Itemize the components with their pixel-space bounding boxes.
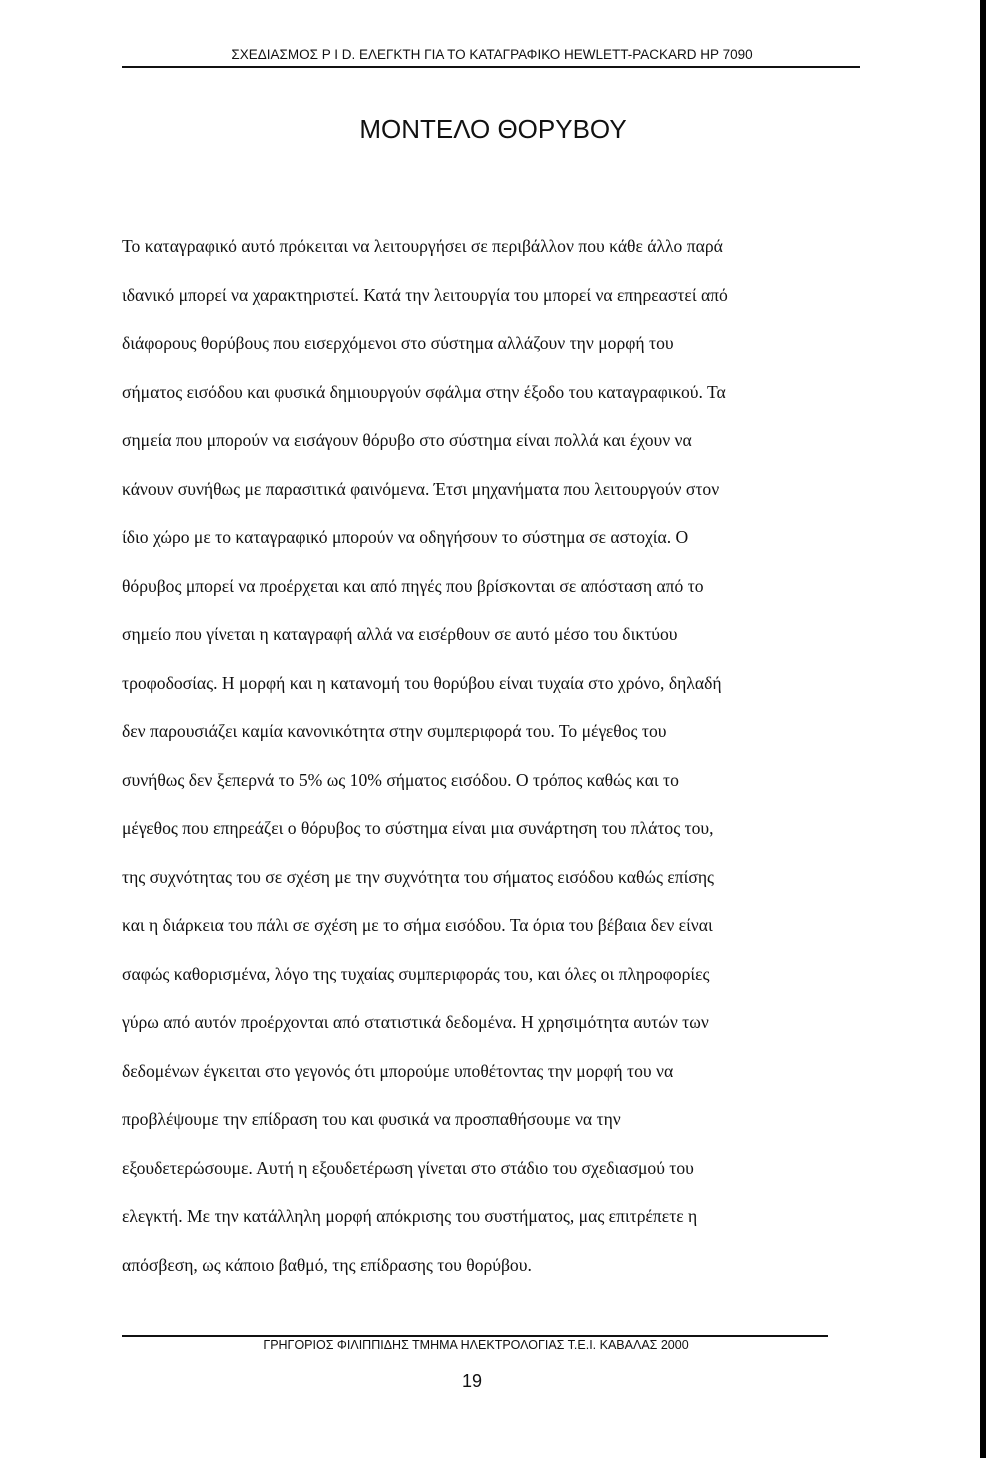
body-line: θόρυβος μπορεί να προέρχεται και από πηγές που βρίσκονται σε απόσταση από το xyxy=(122,575,704,596)
body-line: προβλέψουμε την επίδραση του και φυσικά να προσπαθήσουμε να την xyxy=(122,1109,621,1129)
body-paragraph xyxy=(122,222,862,1289)
page-number: 19 xyxy=(461,1371,483,1391)
running-header: ΣΧΕΔΙΑΣΜΟΣ Ρ Ι D. ΕΛΕΓΚΤΗ ΓΙΑ ΤΟ ΚΑΤΑΓΡΑΦΙΚΟ HEWLETT-PACKARD HP 7090 xyxy=(231,47,753,62)
body-line: ελεγκτή. Με την κατάλληλη μορφή απόκρισης του συστήματος, μας επιτρέπετε η xyxy=(122,1206,698,1226)
body-line: ιδανικό μπορεί να χαρακτηριστεί. Κατά την λειτουργία του μπορεί να επηρεαστεί από xyxy=(122,284,728,305)
body-line: συνήθως δεν ξεπερνά το 5% ως 10% σήματος εισόδου. Ο τρόπος καθώς και το xyxy=(122,769,679,790)
body-line: σαφώς καθορισμένα, λόγο της τυχαίας συμπεριφοράς του, και όλες οι πληροφορίες xyxy=(122,963,710,984)
body-line: απόσβεση, ως κάποιο βαθμό, της επίδρασης του θορύβου. xyxy=(122,1254,532,1275)
body-line: διάφορους θορύβους που εισερχόμενοι στο σύστημα αλλάζουν την μορφή του xyxy=(122,333,674,353)
body-line: μέγεθος που επηρεάζει ο θόρυβος το σύστημα είναι μια συνάρτηση του πλάτος του, xyxy=(122,818,714,838)
footer-author-line: ΓΡΗΓΟΡΙΟΣ ΦΙΛΙΠΠΙΔΗΣ ΤΜΗΜΑ ΗΛΕΚΤΡΟΛΟΓΙΑΣ Τ.Ε.Ι. ΚΑΒΑΛΑΣ 2000 xyxy=(263,1338,689,1352)
body-line: ίδιο χώρο με το καταγραφικό μπορούν να οδηγήσουν το σύστημα σε αστοχία. Ο xyxy=(122,527,689,547)
body-line: κάνουν συνήθως με παρασιτικά φαινόμενα. Έτσι μηχανήματα που λειτουργούν στον xyxy=(122,478,720,499)
footer-rule xyxy=(122,1335,828,1337)
body-line: της συχνότητας του σε σχέση με την συχνότητα του σήματος εισόδου καθώς επίσης xyxy=(122,866,714,887)
body-line: σήματος εισόδου και φυσικά δημιουργούν σφάλμα στην έξοδο του καταγραφικού. Τα xyxy=(122,381,726,402)
body-line: και η διάρκεια του πάλι σε σχέση με το σήμα εισόδου. Τα όρια του βέβαια δεν είναι xyxy=(122,915,713,935)
body-line: Το καταγραφικό αυτό πρόκειται να λειτουργήσει σε περιβάλλον που κάθε άλλο παρά xyxy=(122,236,723,256)
section-title: ΜΟΝΤΕΛΟ ΘΟΡΥΒΟΥ xyxy=(359,114,627,144)
body-line: εξουδετερώσουμε. Αυτή η εξουδετέρωση γίνεται στο στάδιο του σχεδιασμού του xyxy=(122,1157,694,1178)
body-line: δεν παρουσιάζει καμία κανονικότητα στην συμπεριφορά του. Το μέγεθος του xyxy=(122,721,667,741)
body-line: γύρω από αυτόν προέρχονται από στατιστικά δεδομένα. Η χρησιμότητα αυτών των xyxy=(122,1012,709,1032)
header-rule xyxy=(122,66,860,68)
body-line: σημείο που γίνεται η καταγραφή αλλά να εισέρθουν σε αυτό μέσο του δικτύου xyxy=(122,624,678,644)
body-line: δεδομένων έγκειται στο γεγονός ότι μπορούμε υποθέτοντας την μορφή του να xyxy=(122,1060,674,1081)
body-line: τροφοδοσίας. Η μορφή και η κατανομή του θορύβου είναι τυχαία στο χρόνο, δηλαδή xyxy=(122,672,722,693)
body-line: σημεία που μπορούν να εισάγουν θόρυβο στο σύστημα είναι πολλά και έχουν να xyxy=(122,430,692,450)
